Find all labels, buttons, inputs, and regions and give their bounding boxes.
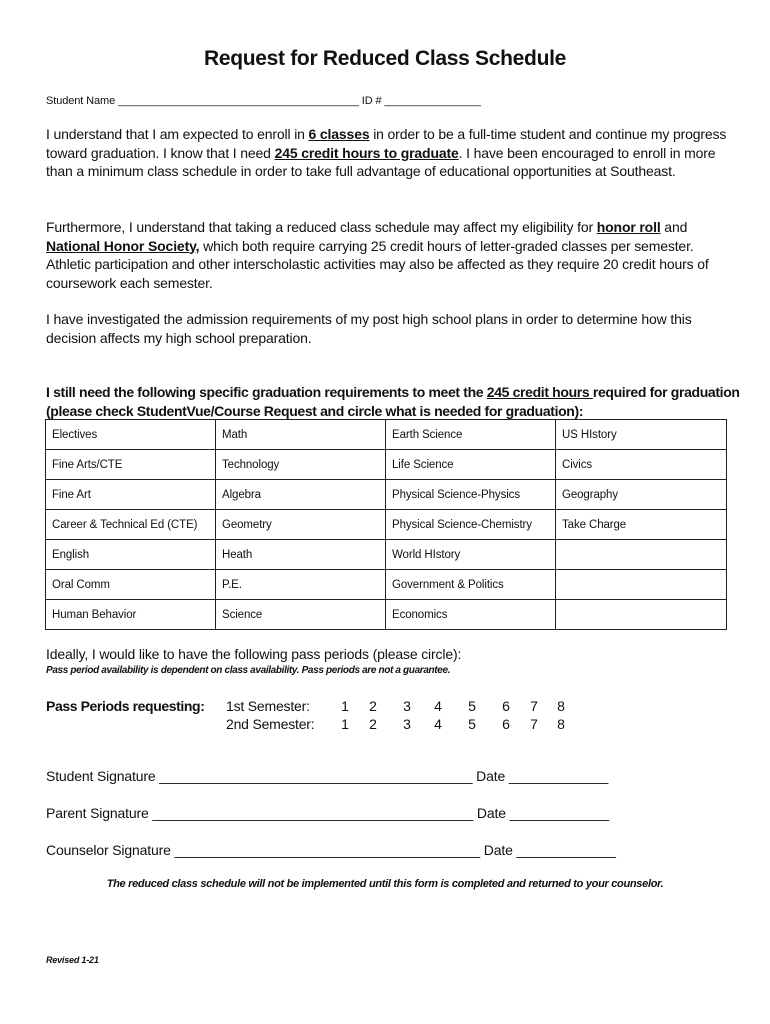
requirement-cell[interactable]: Government & Politics — [386, 570, 556, 600]
table-row — [46, 450, 727, 480]
semester-2-label: 2nd Semester: — [226, 716, 315, 732]
footer-note: The reduced class schedule will not be implemented until this form is completed and returned to your counselor. — [106, 878, 664, 890]
id-label: ID # — [361, 95, 382, 107]
pass-period-option[interactable]: 4 — [434, 698, 442, 714]
revision-label: Revised 1-21 — [46, 955, 99, 965]
paragraph-enrollment — [46, 125, 736, 181]
para3-text: I have investigated the admission requirements of my post high school plans in order to determine how this decision affects my high school preparation. — [46, 311, 692, 346]
table-row — [46, 570, 727, 600]
form-title: Request for Reduced Class Schedule — [203, 47, 567, 70]
pass-period-option[interactable]: 6 — [502, 716, 510, 732]
requirement-cell[interactable]: Algebra — [216, 480, 386, 510]
pass-period-option[interactable]: 8 — [557, 716, 565, 732]
table-row — [46, 600, 727, 630]
requirement-cell[interactable]: Fine Arts/CTE — [46, 450, 216, 480]
req-head-text-2: required for graduation (please check StudentVue/Course Request and circle what is needed for graduation): — [46, 384, 740, 419]
pass-period-option[interactable]: 6 — [502, 698, 510, 714]
requirement-cell[interactable]: World HIstory — [386, 540, 556, 570]
requirement-cell[interactable]: US HIstory — [556, 420, 727, 450]
requirements-heading — [46, 383, 746, 420]
para1-emphasis-1: 6 classes — [308, 126, 370, 142]
para2-text-2: and — [660, 219, 688, 235]
requirement-cell[interactable]: Earth Science — [386, 420, 556, 450]
paragraph-eligibility — [46, 218, 736, 292]
pass-period-option[interactable]: 8 — [557, 698, 565, 714]
semester-1-label: 1st Semester: — [226, 698, 310, 714]
table-row — [46, 420, 727, 450]
table-row — [46, 540, 727, 570]
requirement-cell[interactable]: Career & Technical Ed (CTE) — [46, 510, 216, 540]
pass-period-option[interactable]: 7 — [530, 716, 538, 732]
para2-emphasis-1: honor roll — [596, 219, 661, 235]
requirement-cell[interactable]: Geometry — [216, 510, 386, 540]
para2-text-1: Furthermore, I understand that taking a reduced class schedule may affect my eligibility for — [46, 219, 597, 235]
requirement-cell[interactable] — [556, 600, 727, 630]
requirement-cell[interactable]: Physical Science-Physics — [386, 480, 556, 510]
requirement-cell[interactable]: Electives — [46, 420, 216, 450]
pass-period-option[interactable]: 2 — [369, 698, 377, 714]
pass-period-option[interactable]: 5 — [468, 716, 476, 732]
table-row — [46, 480, 727, 510]
counselor-signature-field[interactable]: Counselor Signature ________________________________________ — [46, 842, 480, 858]
requirement-cell[interactable]: Economics — [386, 600, 556, 630]
para1-text-2: in order to be a full-time student and continue my progress toward graduation. I know that I need — [46, 126, 727, 161]
para1-emphasis-2: 245 credit hours to graduate — [274, 144, 459, 161]
requirement-cell[interactable]: Science — [216, 600, 386, 630]
requirement-cell[interactable]: English — [46, 540, 216, 570]
req-head-text-1: I still need the following specific graduation requirements to meet the — [46, 384, 487, 400]
para1-text-3: . I have been encouraged to enroll in more than a minimum class schedule in order to take full advantage of educational opportunities at Southeast. — [46, 144, 716, 179]
student-line — [46, 95, 481, 107]
pass-period-option[interactable]: 3 — [403, 698, 411, 714]
counselor-signature-line[interactable] — [46, 842, 616, 858]
student-name-field[interactable]: ________________________________________ — [118, 95, 359, 107]
para2-emphasis-2: National Honor Society, — [46, 237, 200, 254]
requirement-cell[interactable]: P.E. — [216, 570, 386, 600]
student-name-label: Student Name — [46, 95, 116, 107]
student-date-field[interactable]: Date _____________ — [476, 768, 609, 784]
counselor-date-field[interactable]: Date _____________ — [483, 842, 616, 858]
pass-period-option[interactable]: 5 — [468, 698, 476, 714]
parent-signature-field[interactable]: Parent Signature __________________________________________ — [46, 805, 474, 821]
requirement-cell[interactable]: Heath — [216, 540, 386, 570]
table-row — [46, 510, 727, 540]
student-signature-line[interactable] — [46, 768, 608, 784]
pass-period-option[interactable]: 1 — [341, 716, 349, 732]
pass-periods-label: Pass Periods requesting: — [46, 698, 205, 714]
requirement-cell[interactable]: Fine Art — [46, 480, 216, 510]
pass-period-note: Pass period availability is dependent on class availability. Pass periods are not a guarantee. — [46, 665, 451, 676]
requirement-cell[interactable]: Technology — [216, 450, 386, 480]
requirement-cell[interactable]: Human Behavior — [46, 600, 216, 630]
pass-period-option[interactable]: 7 — [530, 698, 538, 714]
parent-date-field[interactable]: Date _____________ — [476, 805, 609, 821]
id-field[interactable]: ________________ — [384, 95, 481, 107]
requirement-cell[interactable]: Life Science — [386, 450, 556, 480]
requirement-cell[interactable]: Oral Comm — [46, 570, 216, 600]
student-signature-field[interactable]: Student Signature _________________________________________ — [46, 768, 473, 784]
requirement-cell[interactable] — [556, 570, 727, 600]
requirement-cell[interactable]: Geography — [556, 480, 727, 510]
req-head-emphasis: 245 credit hours — [486, 384, 593, 400]
pass-period-instruction: Ideally, I would like to have the following pass periods (please circle): — [46, 646, 462, 662]
para2-text-3: which both require carrying 25 credit hours of letter-graded classes per semester. Athletic participation and other interscholastic activities may also be affected as they require 20 credit hours of coursework each semester. — [46, 237, 709, 291]
pass-period-option[interactable]: 1 — [341, 698, 349, 714]
pass-period-option[interactable]: 4 — [434, 716, 442, 732]
pass-period-option[interactable]: 3 — [403, 716, 411, 732]
parent-signature-line[interactable] — [46, 805, 609, 821]
requirement-cell[interactable]: Take Charge — [556, 510, 727, 540]
requirement-cell[interactable] — [556, 540, 727, 570]
pass-period-option[interactable]: 2 — [369, 716, 377, 732]
requirements-table — [45, 419, 727, 630]
paragraph-admission — [46, 310, 736, 347]
requirement-cell[interactable]: Math — [216, 420, 386, 450]
requirement-cell[interactable]: Physical Science-Chemistry — [386, 510, 556, 540]
para1-text-1: I understand that I am expected to enroll in — [46, 126, 309, 142]
requirement-cell[interactable]: Civics — [556, 450, 727, 480]
